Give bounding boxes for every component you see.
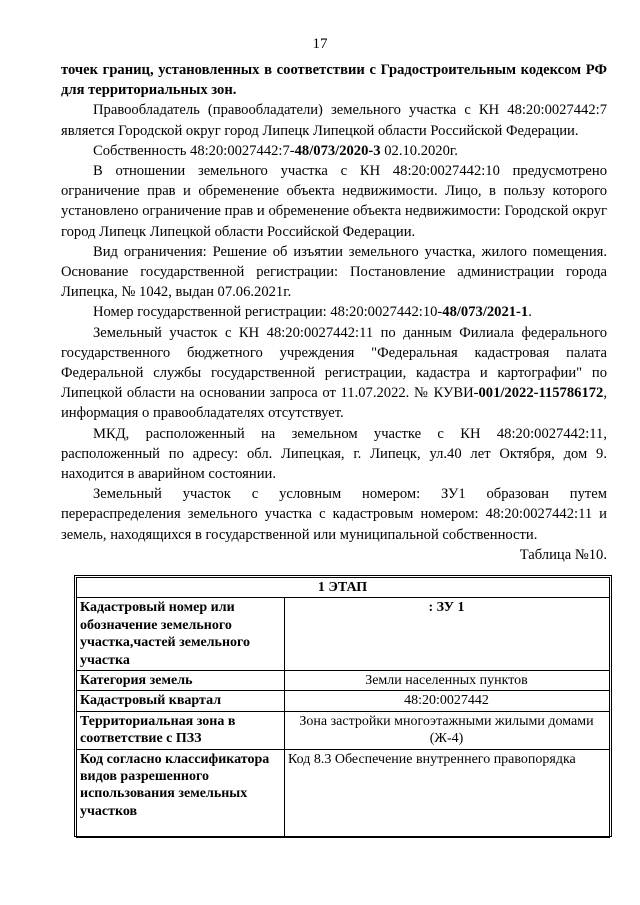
- table-row: [77, 671, 610, 691]
- paragraph-restriction: В отношении земельного участка с КН 48:20:0027442:10 предусмотрено ограничение прав и обременение объекта недвижимости. Лицо, в пользу которого установлено ограничение прав и обременение объекта недвижимости: Городской округ город Липецк Липецкой области Российской Федерации.: [61, 163, 607, 240]
- table-label-cell: Кадастровый номер или обозначение земельного участка,частей земельного участка: [77, 598, 285, 671]
- table-value-cell: Земли населенных пунктов: [285, 671, 610, 691]
- document-body: [61, 60, 607, 565]
- paragraph-continuation: точек границ, установленных в соответствии с Градостроительным кодексом РФ для территориальных зон.: [61, 62, 607, 99]
- table-row: [77, 749, 610, 837]
- paragraph-cadastral-info: [61, 323, 607, 424]
- table-value-cell: : ЗУ 1: [285, 598, 610, 671]
- table-header-cell: 1 ЭТАП: [77, 578, 610, 598]
- paragraph-parcel-formation: Земельный участок с условным номером: ЗУ1 образован путем перераспределения земельного участка с кадастровым номером: 48:20:0027442:11 и земель, находящихся в государственной или муниципальной собственности.: [61, 486, 607, 543]
- table-label-cell: Категория земель: [77, 671, 285, 691]
- table-value-cell: Зона застройки многоэтажными жилыми домами (Ж-4): [285, 711, 610, 749]
- cadastral-info-text: Земельный участок с КН 48:20:0027442:11 по данным Филиала федерального государственного бюджетного учреждения "Федеральная кадастровая палата Федеральной службы государственной регистрации, кадастра и картографии" по Липецкой области на основании запроса от 11.07.2022. № КУВИ-: [61, 324, 607, 402]
- table-header-row: [77, 578, 610, 598]
- paragraph-restriction-type: Вид ограничения: Решение об изъятии земельного участка, жилого помещения. Основание государственной регистрации: Постановление администрации города Липецка, № 1042, выдан 07.06.2021г.: [61, 243, 607, 301]
- table-label-cell: Территориальная зона в соответствие с ПЗЗ: [77, 711, 285, 749]
- table-value-cell: 48:20:0027442: [285, 691, 610, 711]
- registration-prefix: Номер государственной регистрации: 48:20:0027442:10-: [93, 304, 443, 321]
- table-row: [77, 711, 610, 749]
- ownership-date: 02.10.2020г.: [380, 142, 458, 159]
- paragraph-rightholder: Правообладатель (правообладатели) земельного участка с КН 48:20:0027442:7 является Городской округ город Липецк Липецкой области Российской Федерации.: [61, 102, 607, 139]
- paragraph-registration-number: [61, 302, 607, 322]
- table-row: [77, 598, 610, 671]
- table-caption: Таблица №10.: [519, 546, 607, 563]
- paragraph-building-condition: МКД, расположенный на земельном участке с КН 48:20:0027442:11, расположенный по адресу: обл. Липецкая, г. Липецк, ул.40 лет Октября, дом 9. находится в аварийном состоянии.: [61, 425, 607, 483]
- stage-table: [76, 577, 610, 838]
- registration-number: 48/073/2021-1: [442, 304, 529, 321]
- cadastral-request-number: 001/2022-115786172: [478, 385, 604, 402]
- table-label-cell: Кадастровый квартал: [77, 691, 285, 711]
- cadastral-info-tail: , информация о правообладателях отсутствует.: [61, 385, 607, 422]
- ownership-reg-number: 48/073/2020-3: [294, 142, 381, 159]
- table-value-cell: Код 8.3 Обеспечение внутреннего правопорядка: [285, 749, 610, 837]
- paragraph-ownership: [61, 141, 607, 161]
- ownership-prefix: Собственность 48:20:0027442:7-: [93, 142, 295, 159]
- table-row: [77, 691, 610, 711]
- registration-suffix: .: [528, 304, 532, 321]
- table-label-cell: Код согласно классификатора видов разрешенного использования земельных участков: [77, 749, 285, 837]
- page-number: 17: [312, 36, 328, 52]
